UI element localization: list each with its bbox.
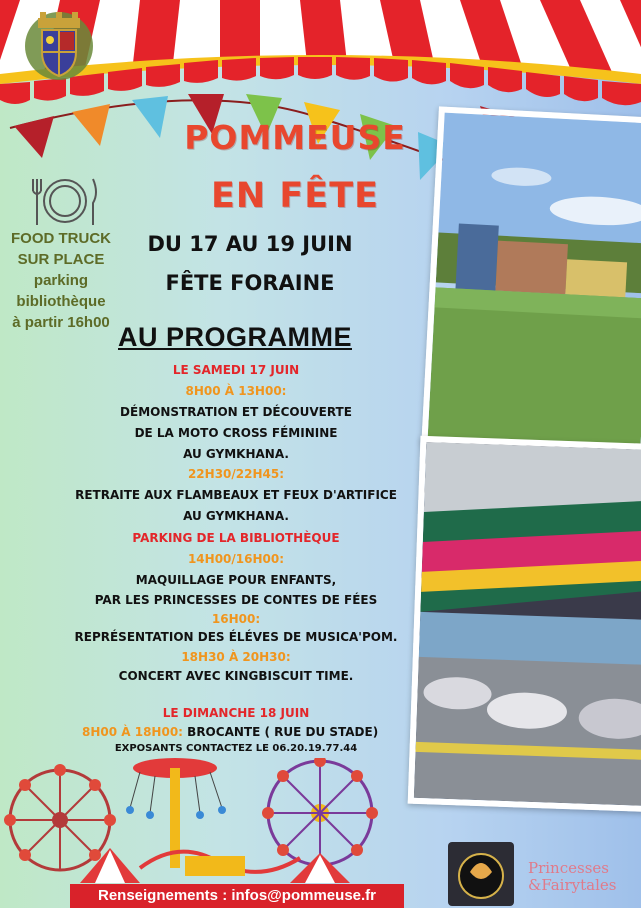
bumper-cars-photo: [408, 436, 641, 812]
food-truck-line: à partir 16h00: [12, 314, 110, 331]
programme-heading: AU PROGRAMME: [118, 322, 352, 352]
town-crest-icon: [20, 8, 98, 84]
sat-event-1-line: DÉMONSTRATION ET DÉCOUVERTE: [120, 405, 352, 419]
food-truck-info: [2, 228, 120, 333]
sat-time-1: 8H00 À 13H00:: [185, 384, 287, 398]
park-time-2: 16H00:: [211, 612, 261, 626]
fairground-photo: [421, 106, 641, 455]
park-time-3: 18H30 À 20H30:: [181, 650, 291, 664]
sat-time-2: 22H30/22H45:: [187, 467, 285, 481]
park-time-1: 14H00/16H00:: [187, 552, 285, 566]
event-dates: DU 17 AU 19 JUIN: [147, 232, 353, 256]
title-line-2: EN FÊTE: [211, 176, 379, 216]
sat-event-2-line: AU GYMKHANA.: [183, 509, 289, 523]
fairground-rides-illustration: [0, 758, 420, 888]
partner-name-line: Princesses: [528, 859, 609, 877]
ferris-wheel-icon: [4, 764, 116, 870]
sun-contact: EXPOSANTS CONTACTEZ LE 06.20.19.77.44: [114, 743, 358, 754]
food-truck-line: parking: [33, 272, 89, 289]
footer-info-text: Renseignements : infos@pommeuse.fr: [97, 887, 376, 904]
sat-event-1-line: DE LA MOTO CROSS FÉMININE: [134, 426, 338, 440]
partner-name-line: &Fairytales: [528, 876, 617, 894]
park-event-1-line: MAQUILLAGE POUR ENFANTS,: [135, 573, 337, 587]
sunday-heading: LE DIMANCHE 18 JUIN: [162, 706, 310, 720]
sat-event-2-line: RETRAITE AUX FLAMBEAUX ET FEUX D'ARTIFICE: [75, 488, 397, 502]
title-line-1: POMMEUSE: [184, 118, 406, 157]
event-subtitle: FÊTE FORAINE: [165, 271, 335, 295]
park-event-3: CONCERT AVEC KINGBISCUIT TIME.: [118, 669, 354, 683]
partner-logo: [448, 842, 638, 906]
sun-time: 8H00 À 18H00:: [82, 725, 183, 739]
footer-info: [70, 884, 404, 908]
sun-event-text: BROCANTE ( RUE DU STADE): [187, 725, 379, 739]
food-truck-line: SUR PLACE: [17, 251, 105, 268]
food-truck-line: bibliothèque: [16, 293, 106, 310]
partner-name: [528, 860, 616, 894]
plate-cutlery-icon: [30, 175, 100, 227]
park-event-2: REPRÉSENTATION DES ÉLÉVES DE MUSICA'POM.: [74, 630, 398, 644]
parking-heading: PARKING DE LA BIBLIOTHÈQUE: [132, 531, 340, 545]
saturday-heading: LE SAMEDI 17 JUIN: [172, 363, 300, 377]
park-event-1-line: PAR LES PRINCESSES DE CONTES DE FÉES: [94, 593, 378, 607]
bumper-cars-photo-art: [414, 442, 641, 806]
food-truck-line: FOOD TRUCK: [11, 230, 111, 247]
sat-event-1-line: AU GYMKHANA.: [183, 447, 289, 461]
fairground-photo-art: [428, 113, 641, 450]
partner-emblem-icon: [448, 842, 514, 906]
